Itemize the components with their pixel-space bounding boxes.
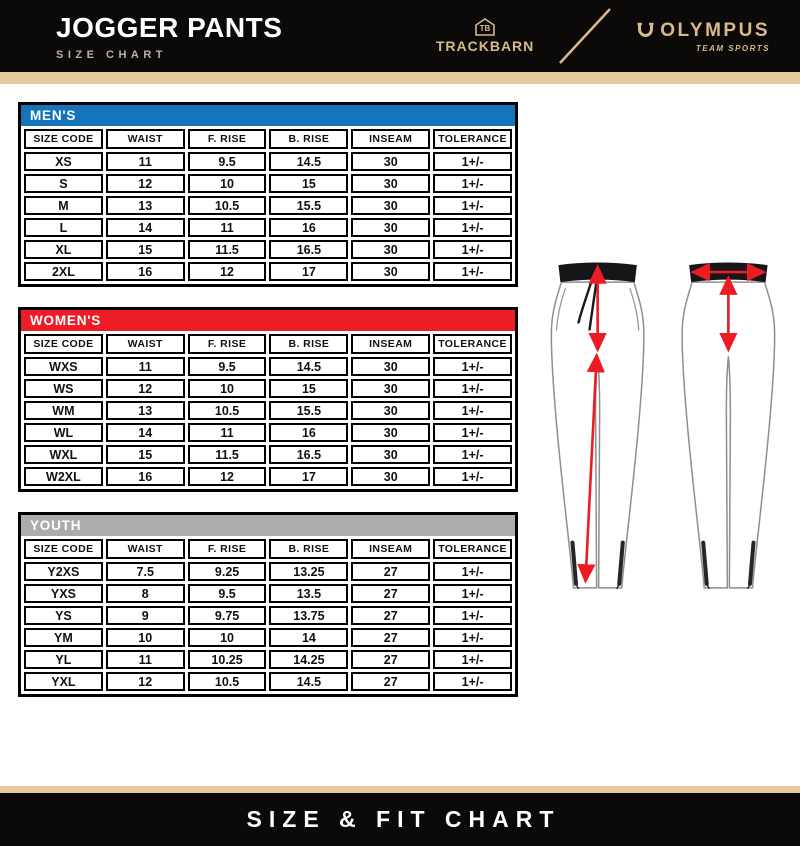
- size-cell: 1+/-: [433, 423, 512, 442]
- brand-divider-slash: [548, 7, 622, 65]
- size-cell: 30: [351, 379, 430, 398]
- size-cell: 9.5: [188, 584, 267, 603]
- size-cell: 15.5: [269, 401, 348, 420]
- size-cell: 30: [351, 357, 430, 376]
- size-cell: 1+/-: [433, 401, 512, 420]
- size-cell: YS: [24, 606, 103, 625]
- size-cell: 12: [188, 262, 267, 281]
- size-cell: 16.5: [269, 240, 348, 259]
- column-header: F. RISE: [188, 129, 267, 149]
- size-cell: 13: [106, 401, 185, 420]
- size-row: [24, 196, 512, 215]
- header-gold-bar: [0, 72, 800, 84]
- size-cell: WXS: [24, 357, 103, 376]
- column-header: WAIST: [106, 334, 185, 354]
- size-cell: 1+/-: [433, 379, 512, 398]
- size-cell: 16: [106, 262, 185, 281]
- size-cell: 1+/-: [433, 445, 512, 464]
- size-cell: 30: [351, 401, 430, 420]
- content: [0, 84, 800, 786]
- column-header: TOLERANCE: [433, 334, 512, 354]
- size-cell: 13: [106, 196, 185, 215]
- size-cell: YXL: [24, 672, 103, 691]
- size-row: [24, 262, 512, 281]
- size-cell: 1+/-: [433, 357, 512, 376]
- size-cell: 1+/-: [433, 218, 512, 237]
- size-row: [24, 584, 512, 603]
- trackbarn-name: TRACKBARN: [435, 38, 535, 54]
- size-cell: 11.5: [188, 445, 267, 464]
- size-cell: XS: [24, 152, 103, 171]
- size-cell: 15.5: [269, 196, 348, 215]
- size-cell: YL: [24, 650, 103, 669]
- size-cell: 15: [106, 445, 185, 464]
- trackbarn-logo: [436, 18, 534, 54]
- size-cell: 16: [269, 218, 348, 237]
- size-table: [21, 331, 515, 489]
- size-cell: 2XL: [24, 262, 103, 281]
- size-cell: 7.5: [106, 562, 185, 581]
- size-cell: 27: [351, 650, 430, 669]
- horseshoe-icon: [636, 21, 655, 40]
- pants-front-view: [551, 263, 644, 589]
- size-cell: 11: [188, 423, 267, 442]
- column-header: F. RISE: [188, 334, 267, 354]
- size-cell: 27: [351, 628, 430, 647]
- size-cell: 14.5: [269, 357, 348, 376]
- section-label: WOMEN'S: [21, 310, 515, 331]
- size-cell: 10.5: [188, 196, 267, 215]
- size-row: [24, 357, 512, 376]
- pants-back-view: [682, 263, 775, 589]
- size-row: [24, 628, 512, 647]
- size-cell: 30: [351, 218, 430, 237]
- size-cell: WS: [24, 379, 103, 398]
- size-cell: 1+/-: [433, 174, 512, 193]
- size-cell: 8: [106, 584, 185, 603]
- size-cell: 30: [351, 423, 430, 442]
- column-header: SIZE CODE: [24, 334, 103, 354]
- column-header: WAIST: [106, 129, 185, 149]
- size-cell: 11: [106, 650, 185, 669]
- size-row: [24, 606, 512, 625]
- size-cell: 16.5: [269, 445, 348, 464]
- footer: [0, 786, 800, 846]
- size-row: [24, 445, 512, 464]
- size-cell: 14.5: [269, 152, 348, 171]
- size-cell: 30: [351, 240, 430, 259]
- size-cell: S: [24, 174, 103, 193]
- table-header-row: [24, 334, 512, 354]
- size-cell: 10: [106, 628, 185, 647]
- size-cell: 11: [188, 218, 267, 237]
- size-cell: M: [24, 196, 103, 215]
- size-cell: 14: [269, 628, 348, 647]
- size-cell: 13.75: [269, 606, 348, 625]
- size-cell: 30: [351, 445, 430, 464]
- size-cell: 10: [188, 628, 267, 647]
- size-row: [24, 401, 512, 420]
- column-header: SIZE CODE: [24, 539, 103, 559]
- size-cell: WXL: [24, 445, 103, 464]
- size-cell: 10.5: [188, 672, 267, 691]
- column-header: TOLERANCE: [433, 129, 512, 149]
- size-cell: 30: [351, 467, 430, 486]
- size-cell: 10.5: [188, 401, 267, 420]
- size-cell: Y2XS: [24, 562, 103, 581]
- size-cell: 9.75: [188, 606, 267, 625]
- size-cell: 16: [269, 423, 348, 442]
- size-cell: 14: [106, 423, 185, 442]
- size-row: [24, 672, 512, 691]
- column-header: SIZE CODE: [24, 129, 103, 149]
- barn-tb-icon: [474, 18, 496, 36]
- size-cell: 14.5: [269, 672, 348, 691]
- size-cell: 17: [269, 262, 348, 281]
- size-cell: 1+/-: [433, 672, 512, 691]
- table-header-row: [24, 129, 512, 149]
- page-title: JOGGER PANTS: [56, 11, 283, 43]
- size-row: [24, 467, 512, 486]
- size-cell: WL: [24, 423, 103, 442]
- size-cell: 30: [351, 262, 430, 281]
- table-header-row: [24, 539, 512, 559]
- size-row: [24, 562, 512, 581]
- size-cell: 9: [106, 606, 185, 625]
- size-section-men-s: [18, 102, 518, 287]
- svg-text:TB: TB: [479, 24, 491, 33]
- size-cell: W2XL: [24, 467, 103, 486]
- size-cell: 12: [188, 467, 267, 486]
- size-cell: 17: [269, 467, 348, 486]
- size-cell: 10: [188, 379, 267, 398]
- size-cell: 12: [106, 672, 185, 691]
- size-cell: 9.25: [188, 562, 267, 581]
- size-cell: 1+/-: [433, 584, 512, 603]
- title-block: [56, 12, 282, 61]
- size-cell: 10: [188, 174, 267, 193]
- size-cell: 14.25: [269, 650, 348, 669]
- column-header: INSEAM: [351, 334, 430, 354]
- column-header: B. RISE: [269, 539, 348, 559]
- size-row: [24, 423, 512, 442]
- size-row: [24, 240, 512, 259]
- column-header: B. RISE: [269, 129, 348, 149]
- size-cell: 1+/-: [433, 262, 512, 281]
- size-cell: 1+/-: [433, 196, 512, 215]
- size-cell: XL: [24, 240, 103, 259]
- size-cell: 11.5: [188, 240, 267, 259]
- footer-band: [0, 793, 800, 846]
- size-cell: 11: [106, 357, 185, 376]
- column-header: INSEAM: [351, 129, 430, 149]
- size-cell: 15: [269, 174, 348, 193]
- section-label: MEN'S: [21, 105, 515, 126]
- size-cell: 30: [351, 196, 430, 215]
- size-cell: 27: [351, 672, 430, 691]
- size-cell: 27: [351, 562, 430, 581]
- size-cell: 10.25: [188, 650, 267, 669]
- size-chart-tables: [18, 102, 518, 717]
- size-row: [24, 650, 512, 669]
- size-cell: 1+/-: [433, 467, 512, 486]
- size-table: [21, 536, 515, 694]
- size-cell: WM: [24, 401, 103, 420]
- size-cell: 12: [106, 174, 185, 193]
- size-row: [24, 218, 512, 237]
- column-header: INSEAM: [351, 539, 430, 559]
- size-row: [24, 379, 512, 398]
- size-cell: 15: [106, 240, 185, 259]
- size-cell: 9.5: [188, 357, 267, 376]
- header: [0, 0, 800, 72]
- size-cell: 27: [351, 584, 430, 603]
- jogger-pants-illustration: [530, 252, 796, 604]
- olympus-logo: [636, 20, 770, 53]
- size-cell: YM: [24, 628, 103, 647]
- size-cell: 13.25: [269, 562, 348, 581]
- column-header: B. RISE: [269, 334, 348, 354]
- size-row: [24, 152, 512, 171]
- size-cell: 9.5: [188, 152, 267, 171]
- size-cell: 1+/-: [433, 606, 512, 625]
- column-header: WAIST: [106, 539, 185, 559]
- size-cell: 30: [351, 152, 430, 171]
- size-cell: 11: [106, 152, 185, 171]
- brand-logos: [436, 7, 770, 65]
- size-cell: 1+/-: [433, 562, 512, 581]
- size-section-women-s: [18, 307, 518, 492]
- size-cell: YXS: [24, 584, 103, 603]
- size-table: [21, 126, 515, 284]
- size-cell: 1+/-: [433, 240, 512, 259]
- size-cell: 12: [106, 379, 185, 398]
- olympus-tagline: TEAM SPORTS: [695, 43, 770, 53]
- size-row: [24, 174, 512, 193]
- size-cell: 30: [351, 174, 430, 193]
- size-cell: 1+/-: [433, 650, 512, 669]
- footer-gold-bar: [0, 786, 800, 793]
- size-cell: L: [24, 218, 103, 237]
- size-section-youth: [18, 512, 518, 697]
- size-cell: 1+/-: [433, 152, 512, 171]
- page-subtitle: SIZE CHART: [56, 48, 167, 61]
- size-cell: 15: [269, 379, 348, 398]
- section-label: YOUTH: [21, 515, 515, 536]
- size-cell: 14: [106, 218, 185, 237]
- size-cell: 27: [351, 606, 430, 625]
- column-header: F. RISE: [188, 539, 267, 559]
- olympus-name: OLYMPUS: [660, 19, 770, 41]
- size-cell: 16: [106, 467, 185, 486]
- size-cell: 13.5: [269, 584, 348, 603]
- column-header: TOLERANCE: [433, 539, 512, 559]
- size-cell: 1+/-: [433, 628, 512, 647]
- footer-title: SIZE & FIT CHART: [246, 806, 561, 832]
